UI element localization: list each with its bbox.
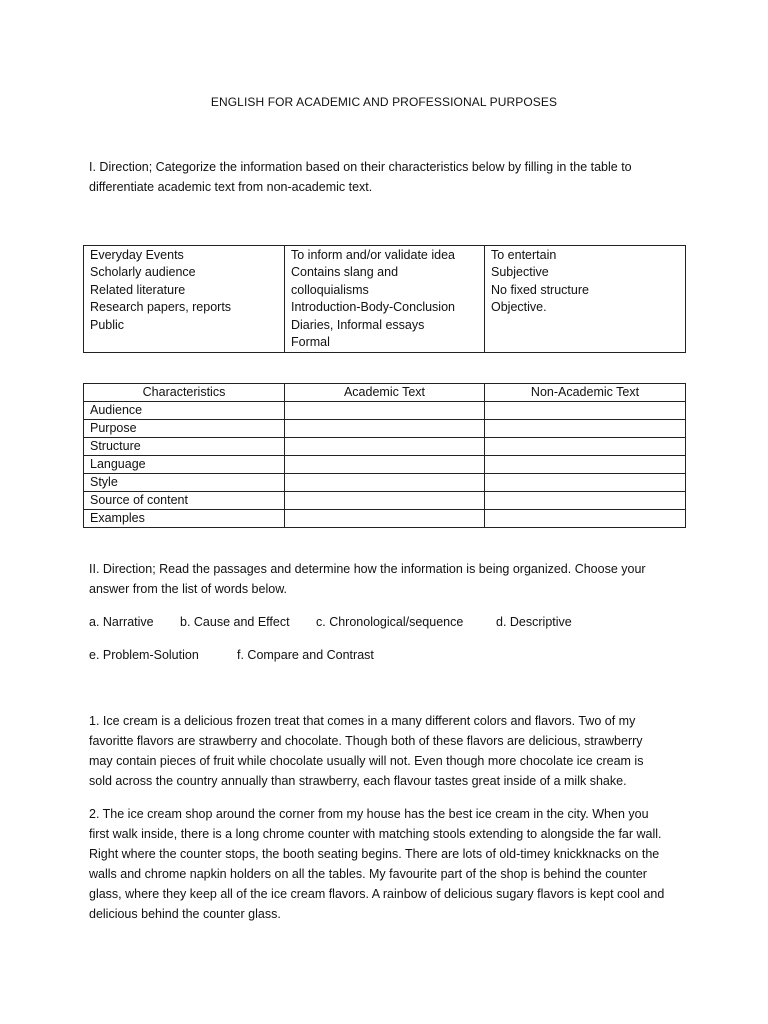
direction-line: I. Direction; Categorize the information based on their characteristics below by filling in the table to (89, 160, 632, 174)
table-row (84, 474, 686, 492)
direction-line: answer from the list of words below. (89, 582, 287, 596)
non-academic-cell[interactable] (485, 474, 686, 492)
item: Scholarly audience (90, 265, 196, 280)
item: Subjective (491, 265, 549, 280)
passage-line: walls and chrome napkin holders on all the tables. My favourite part of the shop is behind the counter (89, 867, 647, 881)
table-row (84, 438, 686, 456)
choice-narrative: a. Narrative (89, 615, 154, 629)
table-row (84, 492, 686, 510)
non-academic-cell[interactable] (485, 510, 686, 528)
characteristics-table (83, 383, 686, 528)
item: To entertain (491, 248, 557, 262)
items-table (83, 245, 686, 353)
row-label: Source of content (84, 492, 285, 510)
passage-line: 2. The ice cream shop around the corner from my house has the best ice cream in the city. When you (89, 807, 649, 821)
passage-line: glass, where they keep all of the ice cream flavors. A rainbow of delicious sugary flavors is kept cool and (89, 887, 665, 901)
item: Diaries, Informal essays (291, 317, 425, 332)
non-academic-cell[interactable] (485, 456, 686, 474)
section1-direction (89, 157, 689, 197)
passage-2 (89, 804, 689, 924)
item: Introduction-Body-Conclusion (291, 300, 455, 315)
row-label: Structure (84, 438, 285, 456)
academic-cell[interactable] (285, 492, 485, 510)
passage-line: 1. Ice cream is a delicious frozen treat that comes in a many different colors and flavors. Two of my (89, 714, 636, 728)
item: Formal (291, 335, 330, 350)
non-academic-cell[interactable] (485, 402, 686, 420)
academic-cell[interactable] (285, 402, 485, 420)
header-characteristics: Characteristics (84, 384, 285, 402)
choice-problem-solution: e. Problem-Solution (89, 648, 199, 662)
items-column-1 (84, 246, 285, 353)
item: Everyday Events (90, 248, 184, 262)
row-label: Style (84, 474, 285, 492)
direction-line: differentiate academic text from non-academic text. (89, 180, 373, 194)
academic-cell[interactable] (285, 438, 485, 456)
table-row (84, 510, 686, 528)
passage-1 (89, 711, 689, 791)
choice-descriptive: d. Descriptive (496, 615, 572, 629)
answer-choices (89, 615, 689, 675)
item: Objective. (491, 300, 547, 315)
row-label: Examples (84, 510, 285, 528)
non-academic-cell[interactable] (485, 492, 686, 510)
row-label: Language (84, 456, 285, 474)
direction-line: II. Direction; Read the passages and determine how the information is being organized. Choose your (89, 562, 646, 576)
academic-cell[interactable] (285, 456, 485, 474)
passage-line: favoritte flavors are strawberry and chocolate. Though both of these flavors are delicious, strawberry (89, 734, 643, 748)
table-row (84, 456, 686, 474)
table-row (84, 420, 686, 438)
row-label: Audience (84, 402, 285, 420)
item: Research papers, reports (90, 300, 232, 315)
section2-direction (89, 559, 689, 599)
non-academic-cell[interactable] (485, 420, 686, 438)
passage-line: delicious behind the counter glass. (89, 907, 281, 921)
choice-cause-and-effect: b. Cause and Effect (180, 615, 290, 629)
choice-compare-contrast: f. Compare and Contrast (237, 648, 374, 662)
passage-line: may contain pieces of fruit while chocolate usually will not. Even though more chocolate ice cream is (89, 754, 644, 768)
item: colloquialisms (291, 282, 369, 297)
passage-line: Right where the counter stops, the booth seating begins. There are lots of old-timey knickknacks on the (89, 847, 660, 861)
academic-cell[interactable] (285, 510, 485, 528)
item: Public (90, 317, 125, 332)
passage-line: sold across the country annually than strawberry, each flavour tastes great inside of a milk shake. (89, 774, 627, 788)
row-label: Purpose (84, 420, 285, 438)
page-title: ENGLISH FOR ACADEMIC AND PROFESSIONAL PURPOSES (210, 95, 558, 109)
table-row (84, 402, 686, 420)
choice-chronological: c. Chronological/sequence (316, 615, 464, 629)
item: Related literature (90, 282, 186, 297)
passage-line: first walk inside, there is a long chrome counter with matching stools extending to alongside the far wall. (89, 827, 662, 841)
header-academic-text: Academic Text (285, 384, 485, 402)
item: To inform and/or validate idea (291, 248, 455, 262)
non-academic-cell[interactable] (485, 438, 686, 456)
items-column-2 (285, 246, 485, 353)
item: No fixed structure (491, 282, 589, 297)
items-column-3 (485, 246, 686, 353)
academic-cell[interactable] (285, 420, 485, 438)
header-non-academic-text: Non-Academic Text (485, 384, 686, 402)
academic-cell[interactable] (285, 474, 485, 492)
item: Contains slang and (291, 265, 399, 280)
